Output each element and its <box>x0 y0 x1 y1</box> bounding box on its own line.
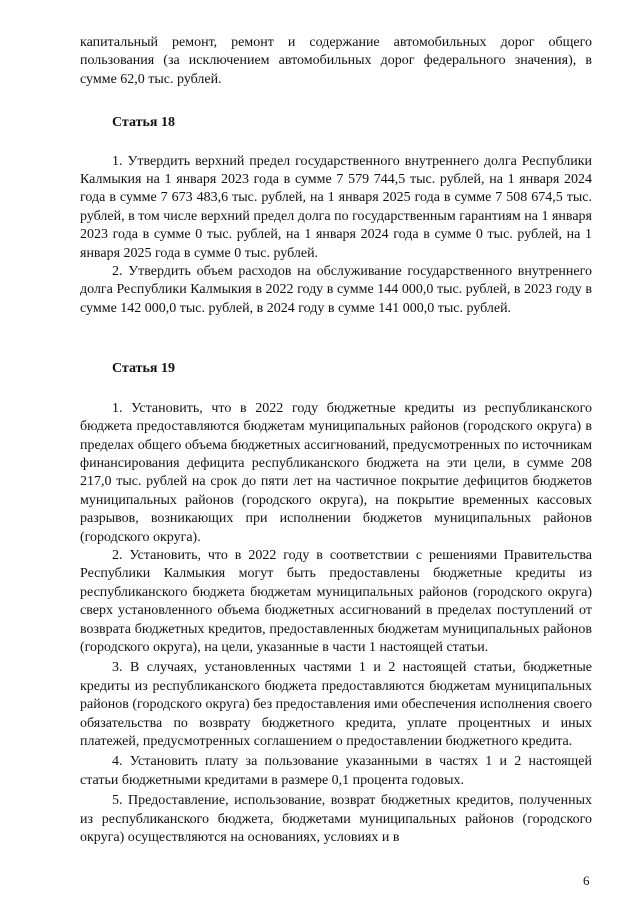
spacer <box>80 318 592 360</box>
article-18-paragraph-1: 1. Утвердить верхний предел государственного внутреннего долга Республики Калмыкия на 1 января 2023 года в сумме 7 579 744,5 тыс. рублей, на 1 января 2024 года в сумме 7 673 483,6 тыс. рублей, на 1 января 2025 года в сумме 7 508 674,5 тыс. рублей, в том числе верхний предел долга по государственным гарантиям на 1 января 2023 года в сумме 0 тыс. рублей, на 1 января 2024 года в сумме 0 тыс. рублей, на 1 января 2025 года в сумме 0 тыс. рублей. <box>80 153 592 261</box>
article-18-heading: Статья 18 <box>112 115 175 131</box>
article-19-paragraph-3: 3. В случаях, установленных частями 1 и 2 настоящей статьи, бюджетные кредиты из республиканского бюджета предоставляются бюджетам муниципальных районов (городского округа) без предоставления ими обеспечения исполнения своего обязательства по возврату бюджетного кредита, уплате процентных и иных платежей, предусмотренных соглашением о предоставлении бюджетного кредита. <box>80 660 592 749</box>
spacer <box>80 89 592 114</box>
document-page <box>80 34 592 847</box>
article-19-paragraph-5: 5. Предоставление, использование, возврат бюджетных кредитов, полученных из республиканского бюджета, бюджетами муниципальных районов (городского округа) осуществляются на основаниях, условиях и в <box>80 793 592 846</box>
page-number: 6 <box>583 873 590 888</box>
carryover-paragraph: капитальный ремонт, ремонт и содержание автомобильных дорог общего пользования (за исключением автомобильных дорог федерального значения), в сумме 62,0 тыс. рублей. <box>80 35 592 87</box>
article-19-paragraph-4: 4. Установить плату за пользование указанными в частях 1 и 2 настоящей статьи бюджетными кредитами в размере 0,1 процента годовых. <box>80 754 592 788</box>
article-18-paragraph-2: 2. Утвердить объем расходов на обслуживание государственного внутреннего долга Республики Калмыкия в 2022 году в сумме 144 000,0 тыс. рублей, в 2023 году в сумме 142 000,0 тыс. рублей, в 2024 году в сумме 141 000,0 тыс. рублей. <box>80 264 592 316</box>
article-19-heading: Статья 19 <box>112 361 175 377</box>
spacer <box>80 133 592 153</box>
spacer <box>80 379 592 400</box>
article-19-paragraph-2: 2. Установить, что в 2022 году в соответствии с решениями Правительства Республики Калмыкия могут быть предоставлены бюджетные кредиты из республиканского бюджета бюджетам муниципальных районов (городского округа) сверх установленного объема бюджетных ассигнований в пределах поступлений от возврата бюджетных кредитов, предоставленных бюджетам муниципальных районов (городского округа), на цели, указанные в части 1 настоящей статьи. <box>80 547 592 655</box>
article-19-paragraph-1: 1. Установить, что в 2022 году бюджетные кредиты из республиканского бюджета предоставляются бюджетам муниципальных районов (городского округа) в пределах общего объема бюджетных ассигнований, предусмотренных по источникам финансирования дефицита республиканского бюджета на эти цели, в сумме 208 217,0 тыс. рублей на срок до пяти лет на частичное покрытие дефицитов бюджетов муниципальных районов (городского округа), на покрытие временных кассовых разрывов, возникающих при исполнении бюджетов муниципальных районов (городского округа). <box>80 400 592 545</box>
